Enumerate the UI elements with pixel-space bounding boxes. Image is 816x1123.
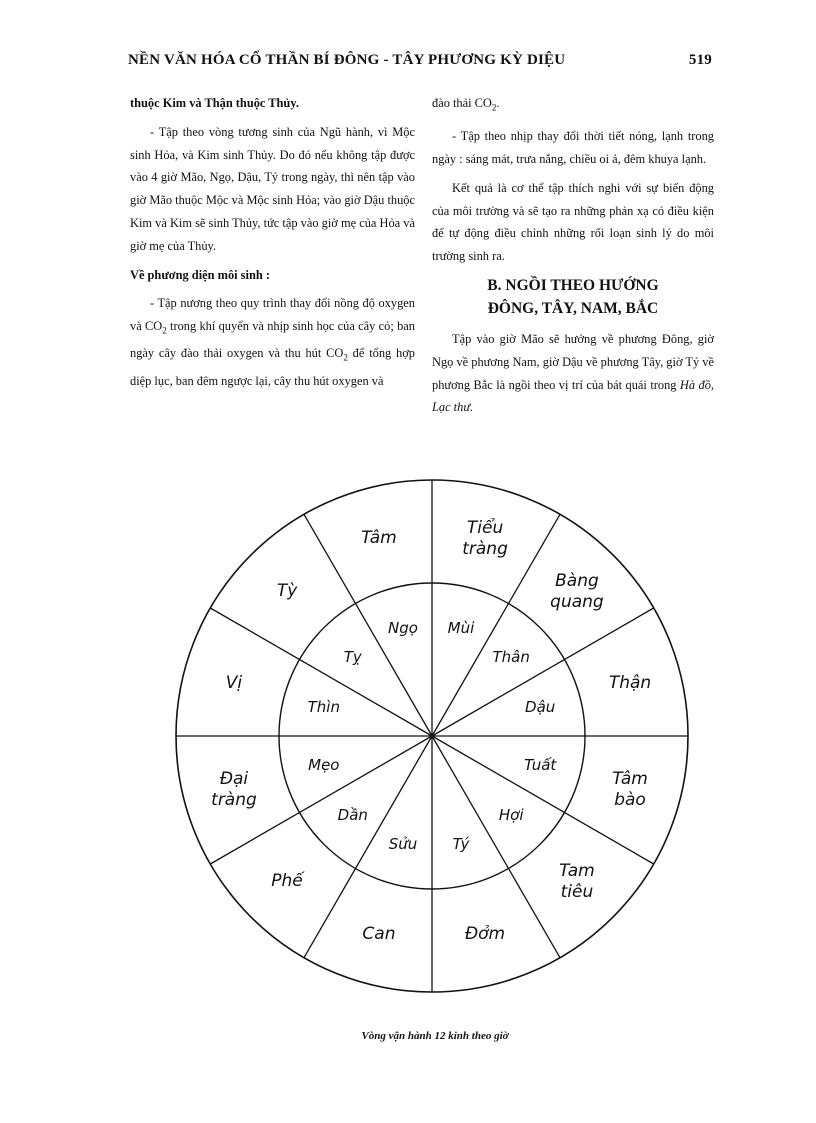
outer-sector-label-line: Phế: [271, 870, 303, 891]
text-run: .: [496, 96, 500, 110]
outer-sector-label-line: Tỳ: [276, 581, 298, 602]
outer-sector-label: [361, 528, 397, 548]
inner-hour-label: Thìn: [307, 698, 340, 717]
page-number: 519: [688, 52, 712, 68]
wheel-svg: [180, 466, 690, 1006]
subscript: 2: [162, 325, 167, 336]
outer-sector-label-line: Tâm: [361, 527, 397, 548]
outer-sector-label: [465, 924, 505, 944]
outer-sector-label: [271, 870, 305, 891]
outer-sector-label-line: Bàng: [555, 571, 599, 592]
outer-sector-label-line: Vị: [225, 672, 243, 693]
outer-sector-label: [462, 517, 508, 559]
outer-sector-label: [559, 861, 595, 902]
outer-sector-label: [612, 769, 648, 810]
right-column: [432, 92, 714, 425]
outer-sector-label-line: tiêu: [560, 881, 594, 902]
subscript: 2: [491, 102, 497, 113]
inner-hour-label: Hợi: [498, 806, 524, 825]
section-title: [432, 274, 714, 320]
text-run: trong khí quyển và nhịp sinh học của cây cỏ; ban ngày cây đào thải oxygen và thu hút CO: [130, 319, 415, 361]
paragraph: - Tập theo vòng tương sinh của Ngũ hành, vì Mộc sinh Hỏa, và Kim sinh Thủy. Do đó nếu không tập được vào 4 giờ Mão, Ngọ, Dậu, Tý trong ngày, thì nên tập vào giờ Mão thuộc Mộc và Mộc sinh Hỏa; vào giờ Dậu thuộc Kim và Kim sẽ sinh Thủy, tức tập vào giờ mẹ của Hỏa và giờ mẹ của Thủy.: [130, 124, 415, 253]
subheading: Về phương diện môi sinh :: [130, 267, 270, 282]
inner-hour-label: Tỵ: [343, 647, 362, 666]
meridian-clock-diagram: [180, 466, 690, 1006]
section-title-line: B. NGỒI THEO HƯỚNG: [487, 277, 659, 295]
inner-hour-label: Mùi: [447, 618, 475, 637]
outer-sector-label: [550, 571, 604, 612]
reference-title: Hà đồ, Lạc thư.: [432, 377, 714, 415]
inner-hour-label: Thân: [492, 647, 530, 666]
outer-sector-label-line: Tâm: [612, 769, 648, 790]
paragraph: - Tập theo nhịp thay đổi thời tiết nóng, lạnh trong ngày : sáng mát, trưa nắng, chiều oi ả, đêm khuya lạnh.: [432, 129, 714, 167]
inner-hour-label: Tuất: [524, 755, 557, 774]
inner-hour-label: Mẹo: [308, 755, 340, 774]
subscript: 2: [343, 352, 348, 363]
outer-sector-label-line: Tam: [559, 860, 595, 881]
section-title-line: ĐÔNG, TÂY, NAM, BẮC: [487, 300, 659, 318]
inner-hour-label: Dần: [337, 806, 368, 825]
running-header: [128, 48, 718, 74]
outer-sector-label-line: quang: [550, 592, 604, 613]
text-run: để tổng hợp diệp lục, ban đêm ngược lại, cây thu hút oxygen và: [130, 346, 415, 388]
outer-sector-label: [277, 581, 298, 601]
outer-sector-label-line: tràng: [462, 538, 508, 559]
outer-sector-label: [362, 924, 395, 944]
paragraph: [432, 92, 714, 119]
outer-sector-label: [609, 673, 651, 693]
outer-sector-label-line: Đại: [219, 769, 249, 790]
outer-sector-label: [211, 769, 257, 810]
inner-hour-label: Ngọ: [388, 618, 418, 637]
outer-sector-label-line: Đởm: [464, 924, 506, 945]
paragraph: [130, 292, 415, 392]
outer-sector-label-line: Tiểu: [466, 517, 504, 538]
paragraph: [432, 328, 714, 419]
inner-hour-label: Sửu: [388, 835, 418, 854]
text-run: - Tập nương theo quy trình thay đổi nồng độ oxygen và CO: [130, 296, 415, 334]
text-run: Tập vào giờ Mão sẽ hướng về phương Đông, giờ Ngọ về phương Nam, giờ Dậu về phương Tây, giờ Tý về phương Bắc là ngồi theo vị trí của bát quái trong: [432, 332, 714, 392]
running-title: NỀN VĂN HÓA CỔ THẦN BÍ ĐÔNG - TÂY PHƯƠNG KỲ DIỆU: [128, 52, 566, 68]
diagram-caption: Vòng vận hành 12 kinh theo giờ: [361, 1030, 509, 1042]
outer-sector-label-line: tràng: [211, 790, 257, 811]
left-column: [130, 92, 415, 399]
outer-sector-label-line: Thận: [608, 672, 652, 693]
inner-hour-label: Dậu: [525, 698, 556, 717]
paragraph: Kết quả là cơ thể tập thích nghi với sự biến động của môi trường và sẽ tạo ra những phản xạ có điều kiện để tự động điều chỉnh những rối loạn sinh lý do môi trường sinh ra.: [432, 180, 714, 264]
inner-hour-label: Tý: [452, 835, 470, 854]
outer-sector-label-line: Can: [362, 924, 396, 945]
text-run: đào thải CO: [432, 96, 492, 110]
paragraph: thuộc Kim và Thận thuộc Thủy.: [130, 96, 299, 110]
outer-sector-label: [226, 673, 243, 693]
outer-sector-label-line: bào: [614, 790, 646, 811]
